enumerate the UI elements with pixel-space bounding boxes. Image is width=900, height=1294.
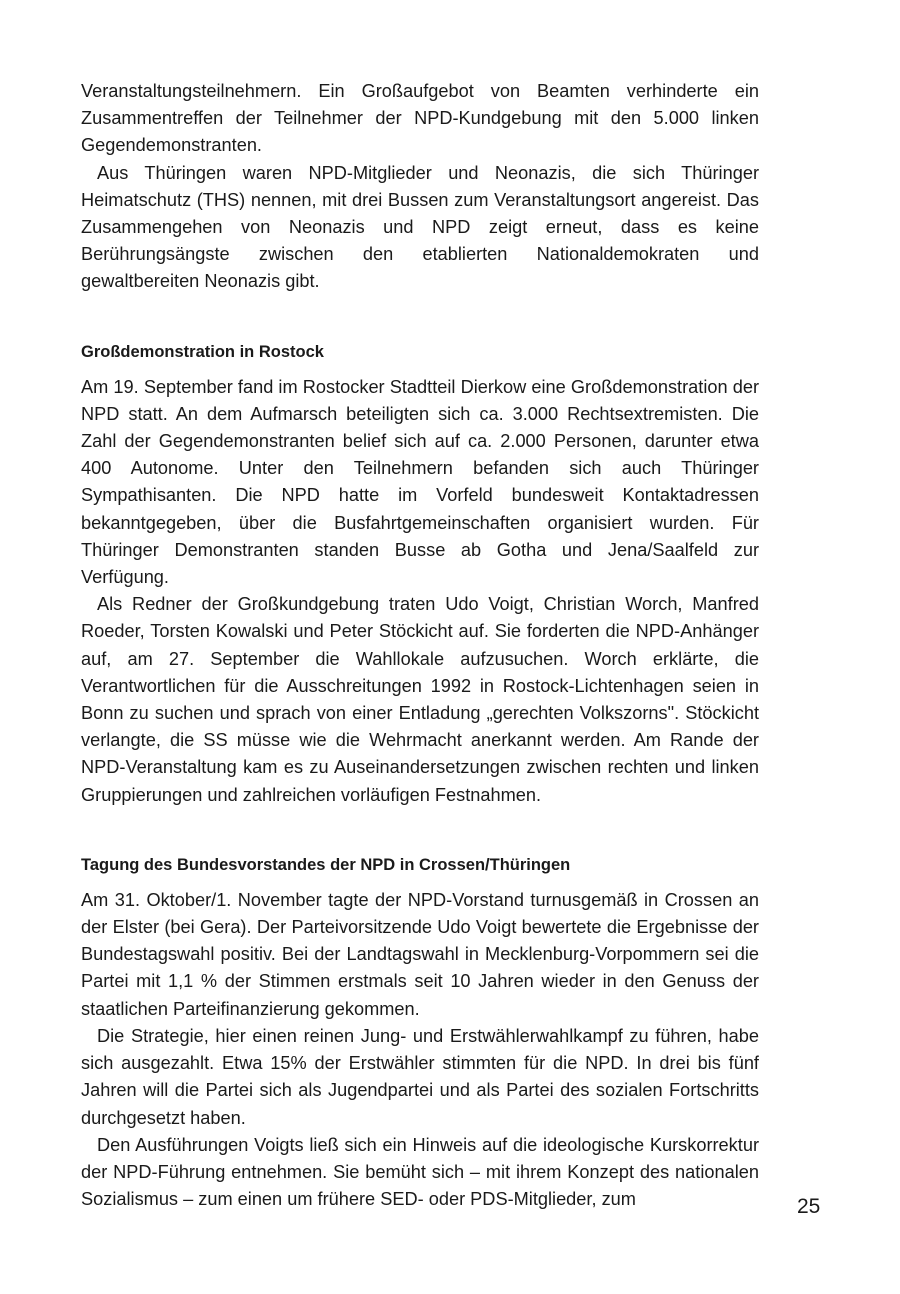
paragraph: Veranstaltungsteilnehmern. Ein Großaufgebot von Beamten verhinderte ein Zusammentreffen der Teilnehmer der NPD-Kundgebung mit den 5.000 linken Gegendemonstranten. [81, 81, 759, 156]
section-heading: Großdemonstration in Rostock [81, 342, 324, 361]
paragraph: Am 19. September fand im Rostocker Stadtteil Dierkow eine Großdemonstration der NPD statt. An dem Aufmarsch beteiligten sich ca. 3.000 Rechtsextremisten. Die Zahl der Gegendemonstranten belief sich auf ca. 2.000 Personen, darunter etwa 400 Autonome. Unter den Teilnehmern befanden sich auch Thüringer Sympathisanten. Die NPD hatte im Vorfeld bundesweit Kontaktadressen bekanntgegeben, über die Busfahrtgemeinschaften organisiert wurden. Für Thüringer Demonstranten standen Busse ab Gotha und Jena/Saalfeld zur Verfügung. [81, 376, 759, 588]
section-heading: Tagung des Bundesvorstandes der NPD in Crossen/Thüringen [81, 855, 571, 874]
page-number: 25 [797, 1195, 821, 1218]
paragraph: Aus Thüringen waren NPD-Mitglieder und Neonazis, die sich Thüringer Heimatschutz (THS) nennen, mit drei Bussen zum Veranstaltungsort angereist. Das Zusammengehen von Neonazis und NPD zeigt erneut, dass es keine Berührungsängste zwischen den etablierten Nationaldemokraten und gewaltbereiten Neonazis gibt. [81, 162, 759, 292]
paragraph: Als Redner der Großkundgebung traten Udo Voigt, Christian Worch, Manfred Roeder, Torsten Kowalski und Peter Stöckicht auf. Sie forderten die NPD-Anhänger auf, am 27. September die Wahllokale aufzusuchen. Worch erklärte, die Verantwortlichen für die Ausschreitungen 1992 in Rostock-Lichtenhagen seien in Bonn zu suchen und sprach von einer Entladung „gerechten Volkszorns". Stöckicht verlangte, die SS müsse wie die Wehrmacht anerkannt werden. Am Rande der NPD-Veranstaltung kam es zu Auseinandersetzungen zwischen rechten und linken Gruppierungen und zahlreichen vorläufigen Festnahmen. [81, 594, 759, 805]
document-page [81, 78, 759, 1213]
paragraph: Die Strategie, hier einen reinen Jung- und Erstwählerwahlkampf zu führen, habe sich ausgezahlt. Etwa 15% der Erstwähler stimmten für die NPD. In drei bis fünf Jahren will die Partei sich als Jugendpartei und als Partei des sozialen Fortschritts durchgesetzt haben. [81, 1025, 759, 1128]
paragraph: Den Ausführungen Voigts ließ sich ein Hinweis auf die ideologische Kurskorrektur der NPD-Führung entnehmen. Sie bemüht sich – mit ihrem Konzept des nationalen Sozialismus – zum einen um frühere SED- oder PDS-Mitglieder, zum [81, 1134, 759, 1210]
paragraph: Am 31. Oktober/1. November tagte der NPD-Vorstand turnusgemäß in Crossen an der Elster (bei Gera). Der Parteivorsitzende Udo Voigt bewertete die Ergebnisse der Bundestagswahl positiv. Bei der Landtagswahl in Mecklenburg-Vorpommern sei die Partei mit 1,1 % der Stimmen erstmals seit 10 Jahren wieder in den Genuss der staatlichen Parteifinanzierung gekommen. [81, 889, 759, 1019]
